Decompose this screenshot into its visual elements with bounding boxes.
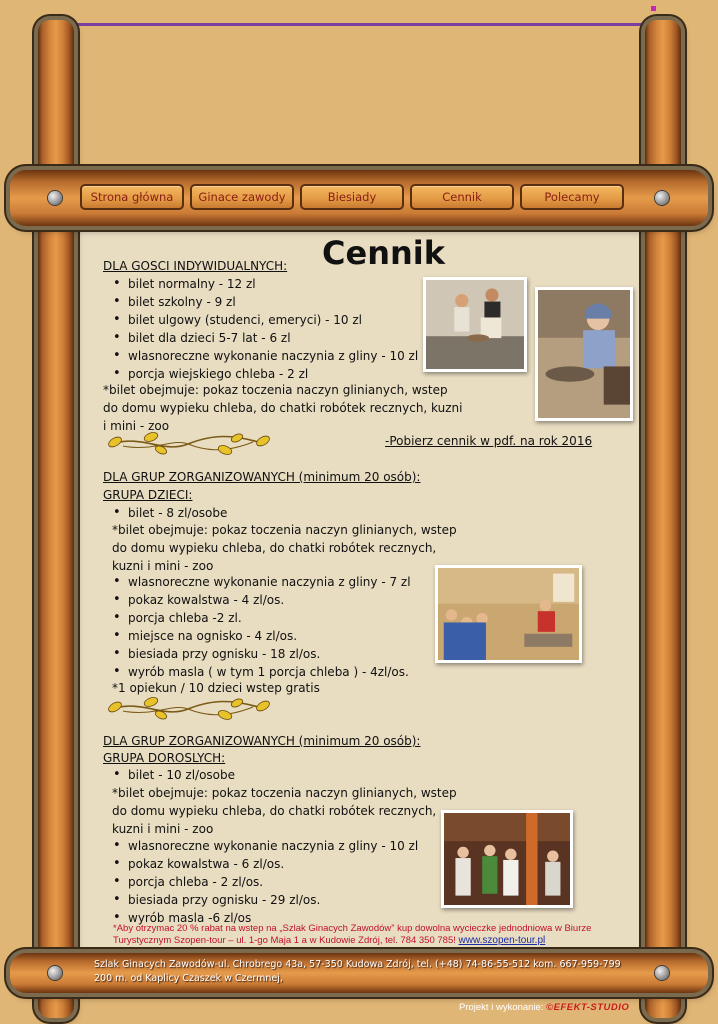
travel-agency-link[interactable]: www.szopen-tour.pl: [458, 935, 546, 946]
pottery-workshop-photo: [423, 277, 527, 372]
list-item: • pokaz kowalstwa - 4 zl/os.: [103, 591, 411, 609]
kids-footnote: *1 opiekun / 10 dzieci wstep gratis: [112, 681, 320, 695]
individual-ticket-note: [103, 381, 462, 435]
list-item: • wyrób masla ( w tym 1 porcja chleba ) - 4zl/os.: [103, 663, 411, 681]
corner-dot: [651, 6, 656, 11]
list-item: • bilet ulgowy (studenci, emeryci) - 10 zl: [103, 311, 418, 329]
nav-feasts[interactable]: Biesiady: [300, 184, 404, 210]
discount-notice: [113, 923, 613, 947]
bolt-icon: [655, 966, 669, 980]
adults-dance-photo: [441, 810, 573, 908]
list-item: • bilet normalny - 12 zl: [103, 275, 418, 293]
list-item: • bilet - 8 zl/osobe: [103, 504, 227, 522]
potter-wheel-photo: [535, 287, 633, 421]
bolt-icon: [48, 191, 62, 205]
credit-line: [459, 1002, 629, 1013]
list-item: • wlasnoreczne wykonanie naczynia z gliny - 10 zl: [103, 837, 418, 855]
pdf-price-list-link[interactable]: -Pobierz cennik w pdf. na rok 2016: [385, 434, 593, 448]
nav-home[interactable]: Strona główna: [80, 184, 184, 210]
note-line: do domu wypieku chleba, do chatki robótek recznych, kuzni: [103, 401, 463, 415]
nav-recommend[interactable]: Polecamy: [520, 184, 624, 210]
leaf-ornament-icon: [103, 430, 273, 458]
kids-first-item-list: [103, 504, 227, 522]
adults-heading: DLA GRUP ZORGANIZOWANYCH (minimum 20 osób):: [103, 734, 421, 748]
list-item: • bilet szkolny - 9 zl: [103, 293, 418, 311]
list-item: • bilet dla dzieci 5-7 lat - 6 zl: [103, 329, 418, 347]
note-line: do domu wypieku chleba, do chatki robótek recznych,: [112, 541, 437, 555]
note-line: i mini - zoo: [103, 419, 170, 433]
list-item: • biesiada przy ognisku - 18 zl/os.: [103, 645, 411, 663]
list-item: • miejsce na ognisko - 4 zl/os.: [103, 627, 411, 645]
individual-heading: DLA GOSCI INDYWIDUALNYCH:: [103, 259, 288, 273]
list-item: • wlasnoreczne wykonanie naczynia z gliny - 10 zl: [103, 347, 418, 365]
adults-subheading: GRUPA DOROSLYCH:: [103, 751, 226, 765]
nav-crafts[interactable]: Ginace zawody: [190, 184, 294, 210]
footer-address: [94, 958, 621, 986]
list-item: • wyrób masla -6 zl/os: [103, 909, 418, 927]
footer-line: Szlak Ginacych Zawodów-ul. Chrobrego 43a, 57-350 Kudowa Zdrój, tel. (+48) 74-86-55-512 kom. 667-959-799: [94, 959, 621, 970]
kids-ticket-note: [112, 521, 457, 575]
adults-first-item-list: [103, 766, 235, 784]
note-line: kuzni i mini - zoo: [112, 559, 214, 573]
credit-prefix: Projekt i wykonanie:: [459, 1002, 544, 1013]
leaf-ornament-icon: [103, 695, 273, 723]
list-item: • biesiada przy ognisku - 29 zl/os.: [103, 891, 418, 909]
kids-heading: DLA GRUP ZORGANIZOWANYCH (minimum 20 osób):: [103, 470, 421, 484]
individual-price-list: [103, 275, 418, 383]
kids-subheading: GRUPA DZIECI:: [103, 488, 193, 502]
adults-price-list: [103, 837, 418, 927]
note-line: *bilet obejmuje: pokaz toczenia naczyn glinianych, wstep: [103, 383, 448, 397]
adults-ticket-note: [112, 784, 457, 838]
promo-line: Turystycznym Szopen-tour – ul. 1-go Maja 1 a w Kudowie Zdrój, tel. 784 350 785!: [113, 935, 456, 946]
kids-price-list: [103, 573, 411, 681]
list-item: • wlasnoreczne wykonanie naczynia z gliny - 7 zl: [103, 573, 411, 591]
note-line: do domu wypieku chleba, do chatki robótek recznych,: [112, 804, 437, 818]
list-item: • porcja chleba - 2 zl/os.: [103, 873, 418, 891]
list-item: • porcja chleba -2 zl.: [103, 609, 411, 627]
promo-line: *Aby otrzymac 20 % rabat na wstep na „Szlak Ginacych Zawodów” kup dowolna wycieczke jednodniowa w Biurze: [113, 923, 592, 934]
studio-brand-link[interactable]: ©EFEKT-STUDIO: [546, 1002, 630, 1013]
list-item: • porcja wiejskiego chleba - 2 zl: [103, 365, 418, 383]
main-nav: [80, 184, 624, 212]
note-line: *bilet obejmuje: pokaz toczenia naczyn glinianych, wstep: [112, 523, 457, 537]
top-divider-line: [75, 23, 648, 26]
list-item: • bilet - 10 zl/osobe: [103, 766, 235, 784]
kids-group-photo: [435, 565, 582, 663]
bolt-icon: [48, 966, 62, 980]
page-title: Cennik: [322, 234, 445, 272]
list-item: • pokaz kowalstwa - 6 zl/os.: [103, 855, 418, 873]
note-line: kuzni i mini - zoo: [112, 822, 214, 836]
note-line: *bilet obejmuje: pokaz toczenia naczyn glinianych, wstep: [112, 786, 457, 800]
footer-line: 200 m. od Kaplicy Czaszek w Czermnej,: [94, 973, 283, 984]
bolt-icon: [655, 191, 669, 205]
nav-prices[interactable]: Cennik: [410, 184, 514, 210]
